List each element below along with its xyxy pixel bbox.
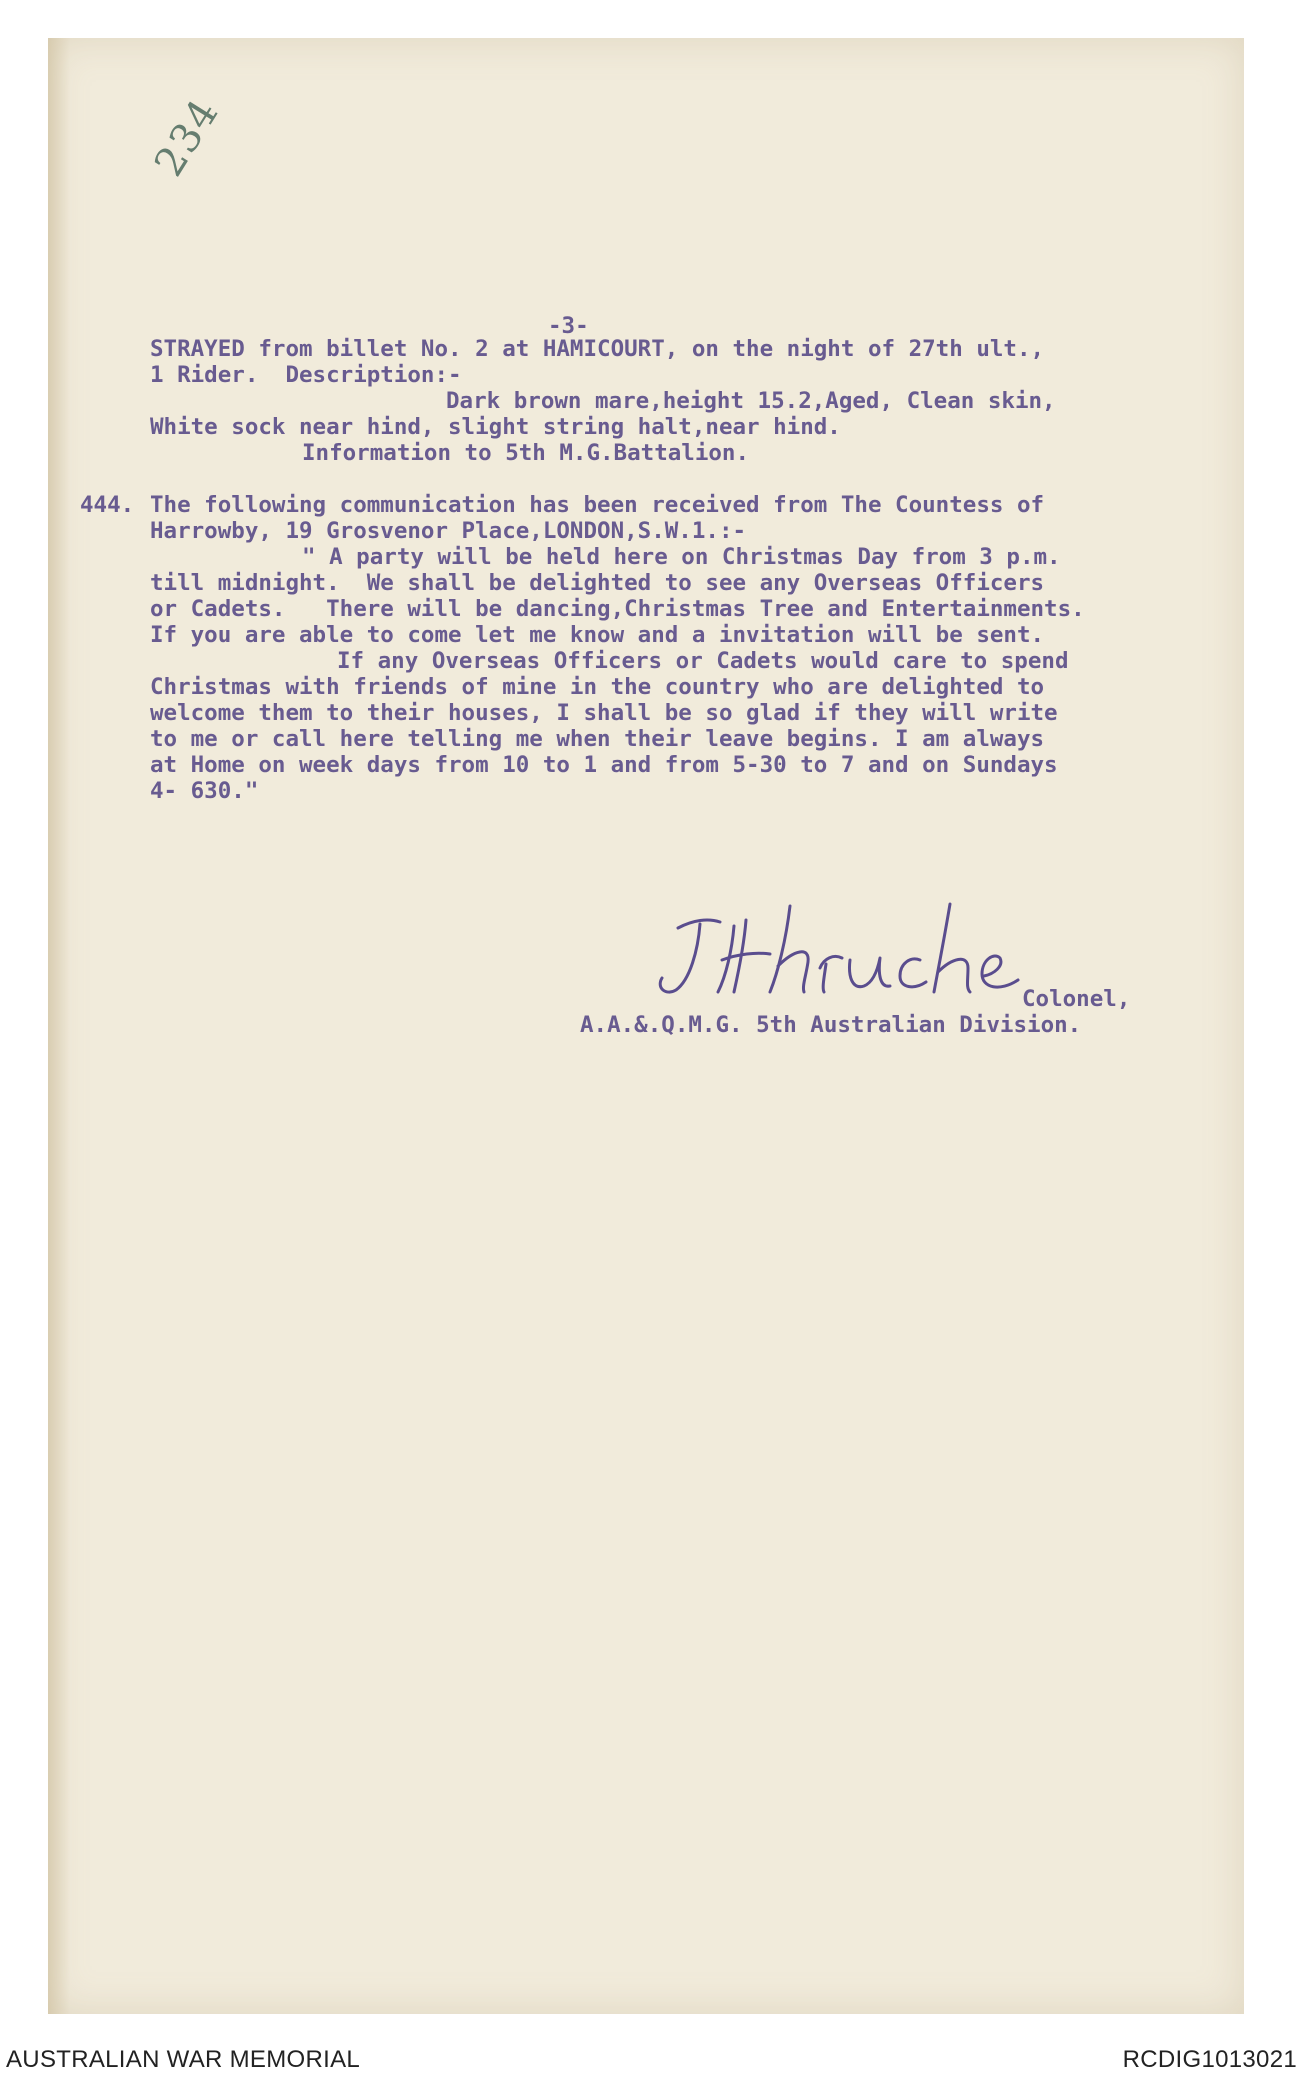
item-number: 444. [80, 492, 135, 518]
signatory-rank: Colonel, [1022, 986, 1131, 1012]
item-line-7: If any Overseas Officers or Cadets would care to spend [337, 648, 1069, 674]
strayed-line-5: Information to 5th M.G.Battalion. [302, 440, 750, 466]
item-line-4: till midnight. We shall be delighted to see any Overseas Officers [150, 570, 1045, 596]
item-line-2: Harrowby, 19 Grosvenor Place,LONDON,S.W.1.:- [150, 518, 747, 544]
archive-reference: RCDIG1013021 [1122, 2046, 1297, 2073]
signatory-title: A.A.&.Q.M.G. 5th Australian Division. [580, 1012, 1082, 1038]
item-line-5: or Cadets. There will be dancing,Christmas Tree and Entertainments. [150, 596, 1085, 622]
folio-number: 234 [146, 90, 229, 185]
handwritten-signature [638, 880, 1048, 1030]
strayed-line-3: Dark brown mare,height 15.2,Aged, Clean skin, [446, 388, 1056, 414]
item-line-12: 4- 630." [150, 778, 259, 804]
item-line-9: welcome them to their houses, I shall be so glad if they will write [150, 700, 1058, 726]
strayed-line-2: 1 Rider. Description:- [150, 362, 462, 388]
item-line-8: Christmas with friends of mine in the country who are delighted to [150, 674, 1045, 700]
item-line-6: If you are able to come let me know and a invitation will be sent. [150, 622, 1045, 648]
strayed-line-4: White sock near hind, slight string halt,near hind. [150, 414, 841, 440]
item-line-3: " A party will be held here on Christmas Day from 3 p.m. [302, 544, 1061, 570]
strayed-line-1: STRAYED from billet No. 2 at HAMICOURT, on the night of 27th ult., [150, 336, 1045, 362]
item-line-11: at Home on week days from 10 to 1 and from 5-30 to 7 and on Sundays [150, 752, 1058, 778]
archive-credit: AUSTRALIAN WAR MEMORIAL [6, 2046, 361, 2073]
item-line-1: The following communication has been received from The Countess of [150, 492, 1045, 518]
page-marker: -3- [548, 313, 589, 339]
item-line-10: to me or call here telling me when their leave begins. I am always [150, 726, 1045, 752]
